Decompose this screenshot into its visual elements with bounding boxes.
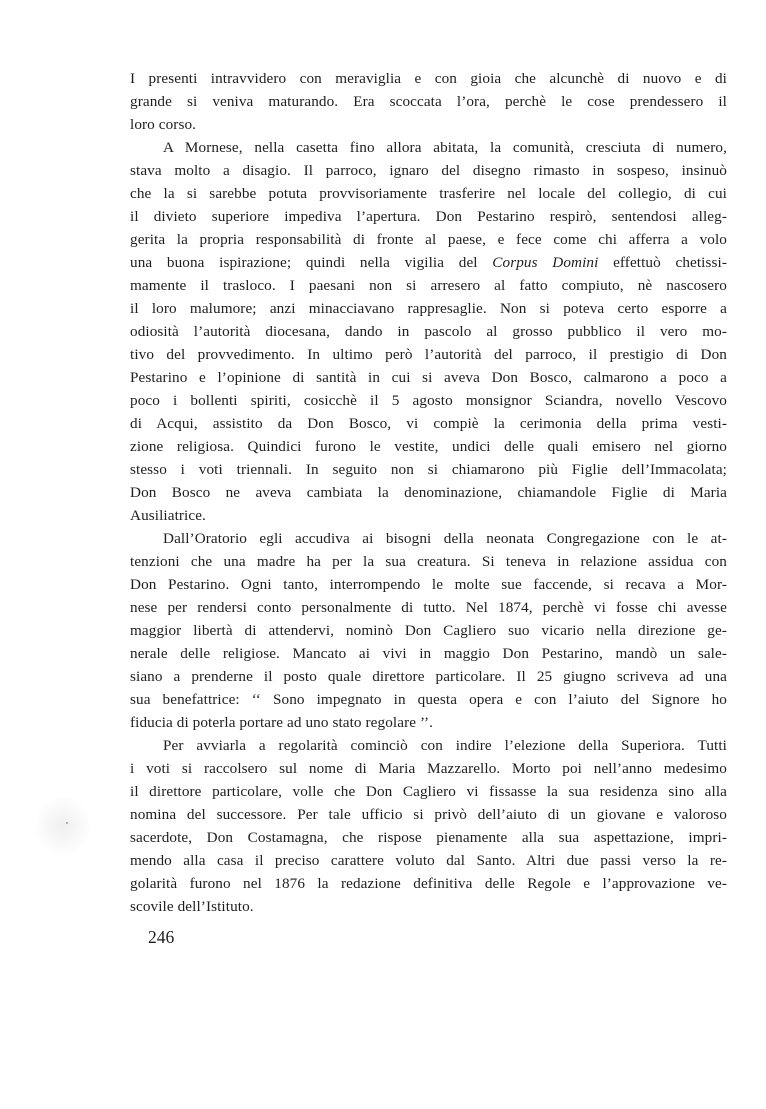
text-line: odiosità l’autorità diocesana, dando in pascolo al grosso pubblico il vero mo- xyxy=(130,323,727,340)
paragraph-3 xyxy=(130,527,727,734)
text-line: fiducia di poterla portare ad uno stato regolare ’’. xyxy=(130,714,434,731)
text-line: Dall’Oratorio egli accudiva ai bisogni della neonata Congregazione con le at- xyxy=(163,530,727,547)
body-text xyxy=(130,67,727,918)
text-line: nese per rendersi conto personalmente di tutto. Nel 1874, perchè vi fosse chi avesse xyxy=(130,599,727,616)
text-line: maggior libertà di attendervi, nominò Don Cagliero suo vicario nella direzione ge- xyxy=(130,622,727,639)
text-line: tivo del provvedimento. In ultimo però l’autorità del parroco, il prestigio di Don xyxy=(130,346,727,363)
text-line: stesso i voti triennali. In seguito non si chiamarono più Figlie dell’Immacolata; xyxy=(130,461,727,478)
text-line: poco i bollenti spiriti, cosicchè il 5 agosto monsignor Sciandra, novello Vescovo xyxy=(130,392,727,409)
text-line: il direttore particolare, volle che Don Cagliero vi fissasse la sua residenza sino alla xyxy=(130,783,727,800)
text-line: scovile dell’Istituto. xyxy=(130,898,254,915)
text-line: tenzioni che una madre ha per la sua creatura. Si teneva in relazione assidua con xyxy=(130,553,727,570)
scan-smudge-artifact xyxy=(34,796,92,856)
text-line: di Acqui, assistito da Don Bosco, vi compiè la cerimonia della prima vesti- xyxy=(130,415,727,432)
text-line: Don Bosco ne aveva cambiata la denominazione, chiamandole Figlie di Maria xyxy=(130,484,727,501)
scan-dot-artifact xyxy=(66,822,68,824)
text-line: i voti si raccolsero sul nome di Maria Mazzarello. Morto poi nell’anno medesimo xyxy=(130,760,727,777)
text-line: che la si sarebbe potuta provvisoriamente trasferire nel locale del collegio, di cui xyxy=(130,185,727,202)
text-line: grande si veniva maturando. Era scoccata l’ora, perchè le cose prendessero il xyxy=(130,93,727,110)
paragraph-2 xyxy=(130,136,727,527)
text-line: una buona ispirazione; quindi nella vigilia del Corpus Domini effettuò chetissi- xyxy=(130,254,727,271)
text-line: nerale delle religiose. Mancato ai vivi in maggio Don Pestarino, mandò un sale- xyxy=(130,645,727,662)
page-number: 246 xyxy=(148,927,175,947)
text-line: Ausiliatrice. xyxy=(130,507,206,524)
text-line: Don Pestarino. Ogni tanto, interrompendo le molte sue faccende, si recava a Mor- xyxy=(130,576,727,593)
text-line: zione religiosa. Quindici furono le vestite, undici delle quali emisero nel giorno xyxy=(130,438,727,455)
text-line: sacerdote, Don Costamagna, che rispose pienamente alla sua aspettazione, impri- xyxy=(130,829,727,846)
text-line: A Mornese, nella casetta fino allora abitata, la comunità, cresciuta di numero, xyxy=(163,139,727,156)
text-line: nomina del successore. Per tale ufficio si privò dell’aiuto di un giovane e valoroso xyxy=(130,806,727,823)
text-line: golarità furono nel 1876 la redazione definitiva delle Regole e l’approvazione ve- xyxy=(130,875,727,892)
text-line: siano a prenderne il posto quale direttore particolare. Il 25 giugno scriveva ad una xyxy=(130,668,727,685)
text-line: mamente il trasloco. I paesani non si arresero al fatto compiuto, nè nascosero xyxy=(130,277,727,294)
paragraph-4 xyxy=(130,734,727,918)
text-line: il loro malumore; anzi minacciavano rappresaglie. Non si poteva certo esporre a xyxy=(130,300,727,317)
paragraph-1 xyxy=(130,67,727,136)
text-line: il divieto superiore impediva l’apertura. Don Pestarino respirò, sentendosi alleg- xyxy=(130,208,727,225)
text-line: sua benefattrice: ‘‘ Sono impegnato in questa opera e con l’aiuto del Signore ho xyxy=(130,691,727,708)
text-line: Per avviarla a regolarità cominciò con indire l’elezione della Superiora. Tutti xyxy=(163,737,727,754)
text-line: I presenti intravvidero con meraviglia e con gioia che alcunchè di nuovo e di xyxy=(130,70,727,87)
text-line: Pestarino e l’opinione di santità in cui si aveva Don Bosco, calmarono a poco a xyxy=(130,369,727,386)
text-line: loro corso. xyxy=(130,116,197,133)
text-line: stava molto a disagio. Il parroco, ignaro del disegno rimasto in sospeso, insinuò xyxy=(130,162,727,179)
text-line: mendo alla casa il preciso carattere voluto dal Santo. Altri due passi verso la re- xyxy=(130,852,727,869)
text-line: gerita la propria responsabilità di fronte al paese, e fece come chi afferra a volo xyxy=(130,231,727,248)
